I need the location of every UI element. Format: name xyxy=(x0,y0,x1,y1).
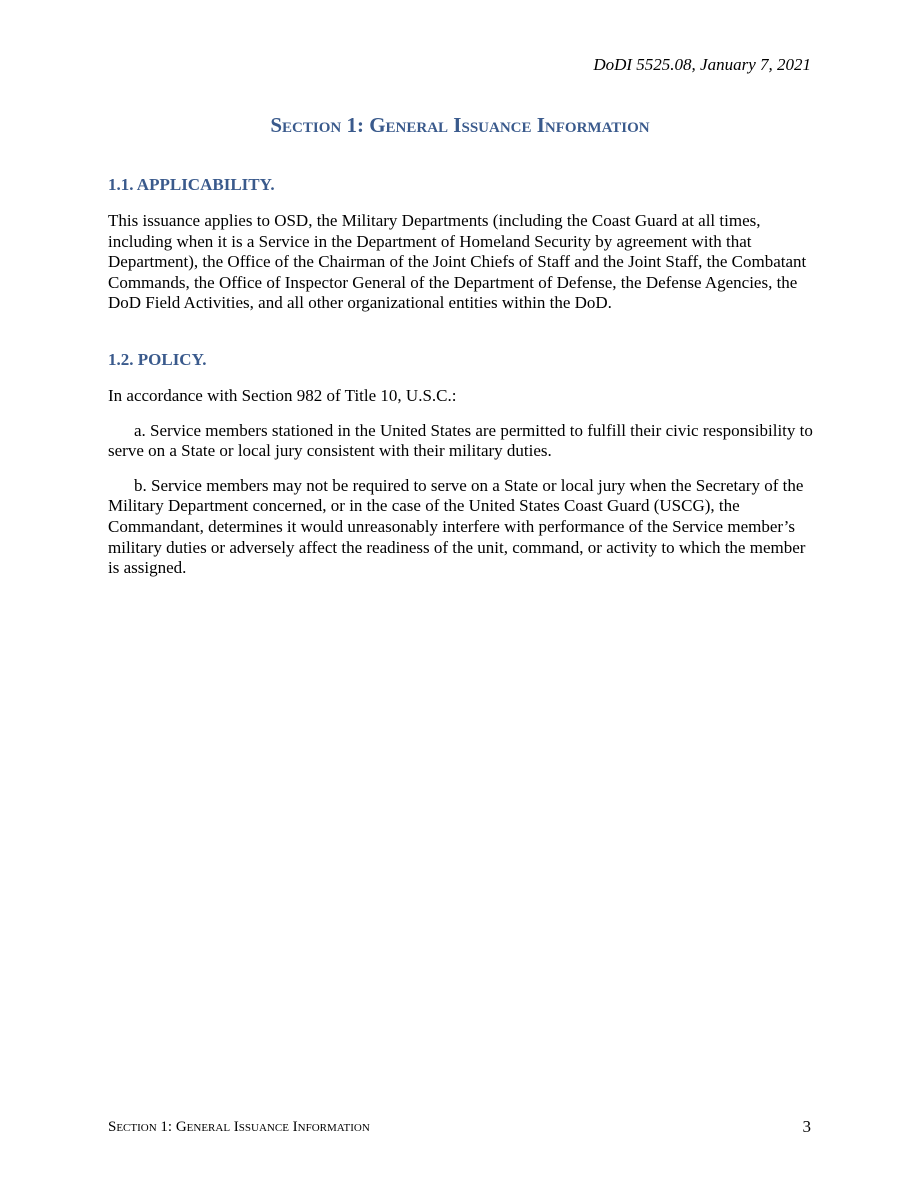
running-header: DoDI 5525.08, January 7, 2021 xyxy=(593,55,811,74)
policy-intro: In accordance with Section 982 of Title 10, U.S.C.: xyxy=(108,385,457,405)
spacer xyxy=(108,314,818,350)
policy-item-a: a. Service members stationed in the United States are permitted to fulfill their civic responsibility to serve on a State or local jury consistent with their military duties. xyxy=(108,420,813,461)
section-title: Section 1: General Issuance Information xyxy=(270,113,650,137)
applicability-heading: 1.1. APPLICABILITY. xyxy=(108,175,275,194)
policy-item-b: b. Service members may not be required to serve on a State or local jury when the Secretary of the Military Department concerned, or in the case of the United States Coast Guard (USCG), the Commandant, determines it would unreasonably interfere with performance of the Service member’s military duties or adversely affect the readiness of the unit, command, or activity to which the member is assigned. xyxy=(108,475,806,578)
applicability-paragraph: This issuance applies to OSD, the Military Departments (including the Coast Guard at all times, including when it is a Service in the Department of Homeland Security by agreement with that Department), the Office of the Chairman of the Joint Chiefs of Staff and the Joint Staff, the Combatant Commands, the Office of Inspector General of the Department of Defense, the Defense Agencies, the DoD Field Activities, and all other organizational entities within the DoD. xyxy=(108,211,807,313)
page-number: 3 xyxy=(802,1117,811,1136)
running-footer: Section 1: General Issuance Information xyxy=(108,1119,370,1135)
policy-heading: 1.2. POLICY. xyxy=(108,349,207,369)
section-content xyxy=(108,175,818,579)
spacer xyxy=(108,407,818,421)
spacer xyxy=(108,370,818,386)
spacer xyxy=(108,195,818,211)
spacer xyxy=(108,462,818,476)
